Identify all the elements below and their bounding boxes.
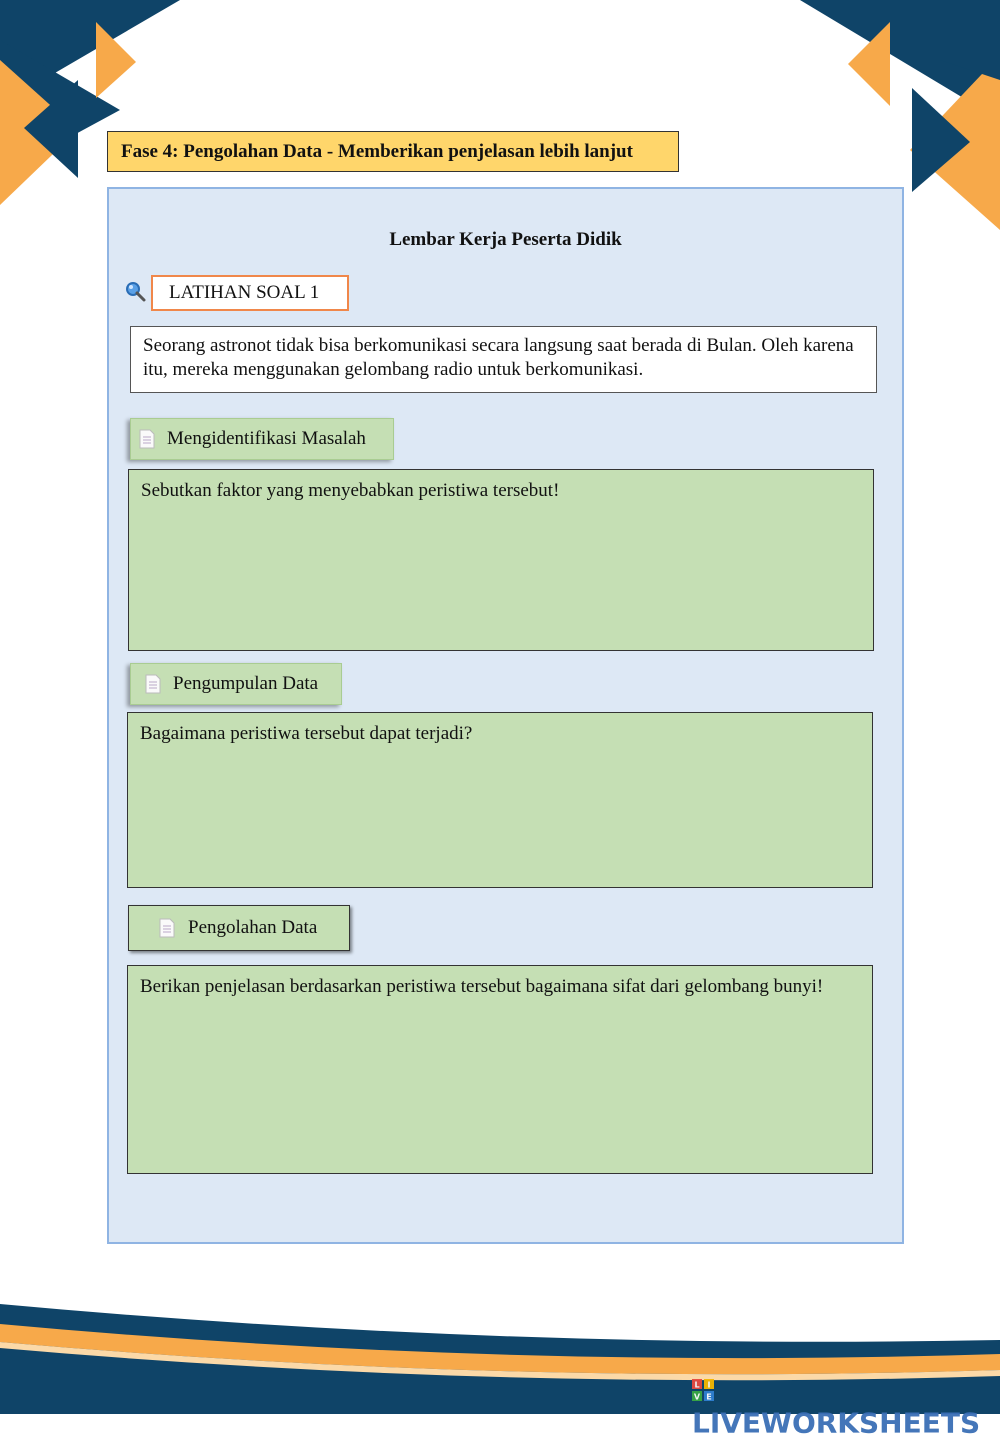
section-label: Pengolahan Data: [188, 917, 318, 938]
magnifier-icon: [125, 281, 147, 303]
section-label: Pengumpulan Data: [173, 673, 319, 694]
answer-box-data-collection[interactable]: [127, 712, 873, 888]
liveworksheets-brand: [692, 1372, 1000, 1440]
exercise-label: LATIHAN SOAL 1: [151, 275, 349, 311]
liveworksheets-logo-icon: [692, 1379, 714, 1401]
document-icon: [159, 918, 175, 938]
section-label: Mengidentifikasi Masalah: [167, 428, 366, 449]
logo-letter: E: [706, 1392, 712, 1401]
logo-letter: L: [694, 1380, 700, 1390]
section-question: Berikan penjelasan berdasarkan peristiwa tersebut bagaimana sifat dari gelombang bunyi!: [140, 976, 824, 997]
answer-box-identify-problem[interactable]: [128, 469, 874, 651]
logo-letter: I: [707, 1380, 711, 1390]
section-question: Bagaimana peristiwa tersebut dapat terjadi?: [140, 723, 473, 744]
intro-text: Seorang astronot tidak bisa berkomunikasi secara langsung saat berada di Bulan. Oleh karena itu, mereka menggunakan gelombang radio untuk berkomunikasi.: [130, 326, 877, 393]
section-question: Sebutkan faktor yang menyebabkan peristiwa tersebut!: [141, 480, 560, 501]
document-icon: [139, 429, 155, 449]
brand-name: LIVEWORKSHEETS: [692, 1406, 981, 1440]
phase-title: Fase 4: Pengolahan Data - Memberikan penjelasan lebih lanjut: [107, 131, 679, 172]
answer-box-data-processing[interactable]: [127, 965, 873, 1174]
section-tag-identify-problem: [130, 418, 394, 460]
document-icon: [145, 674, 161, 694]
section-tag-data-processing: [128, 905, 350, 951]
worksheet-panel: [107, 187, 904, 1244]
section-tag-data-collection: [130, 663, 342, 705]
worksheet-title: Lembar Kerja Peserta Didik: [389, 229, 622, 250]
logo-letter: V: [693, 1392, 701, 1401]
